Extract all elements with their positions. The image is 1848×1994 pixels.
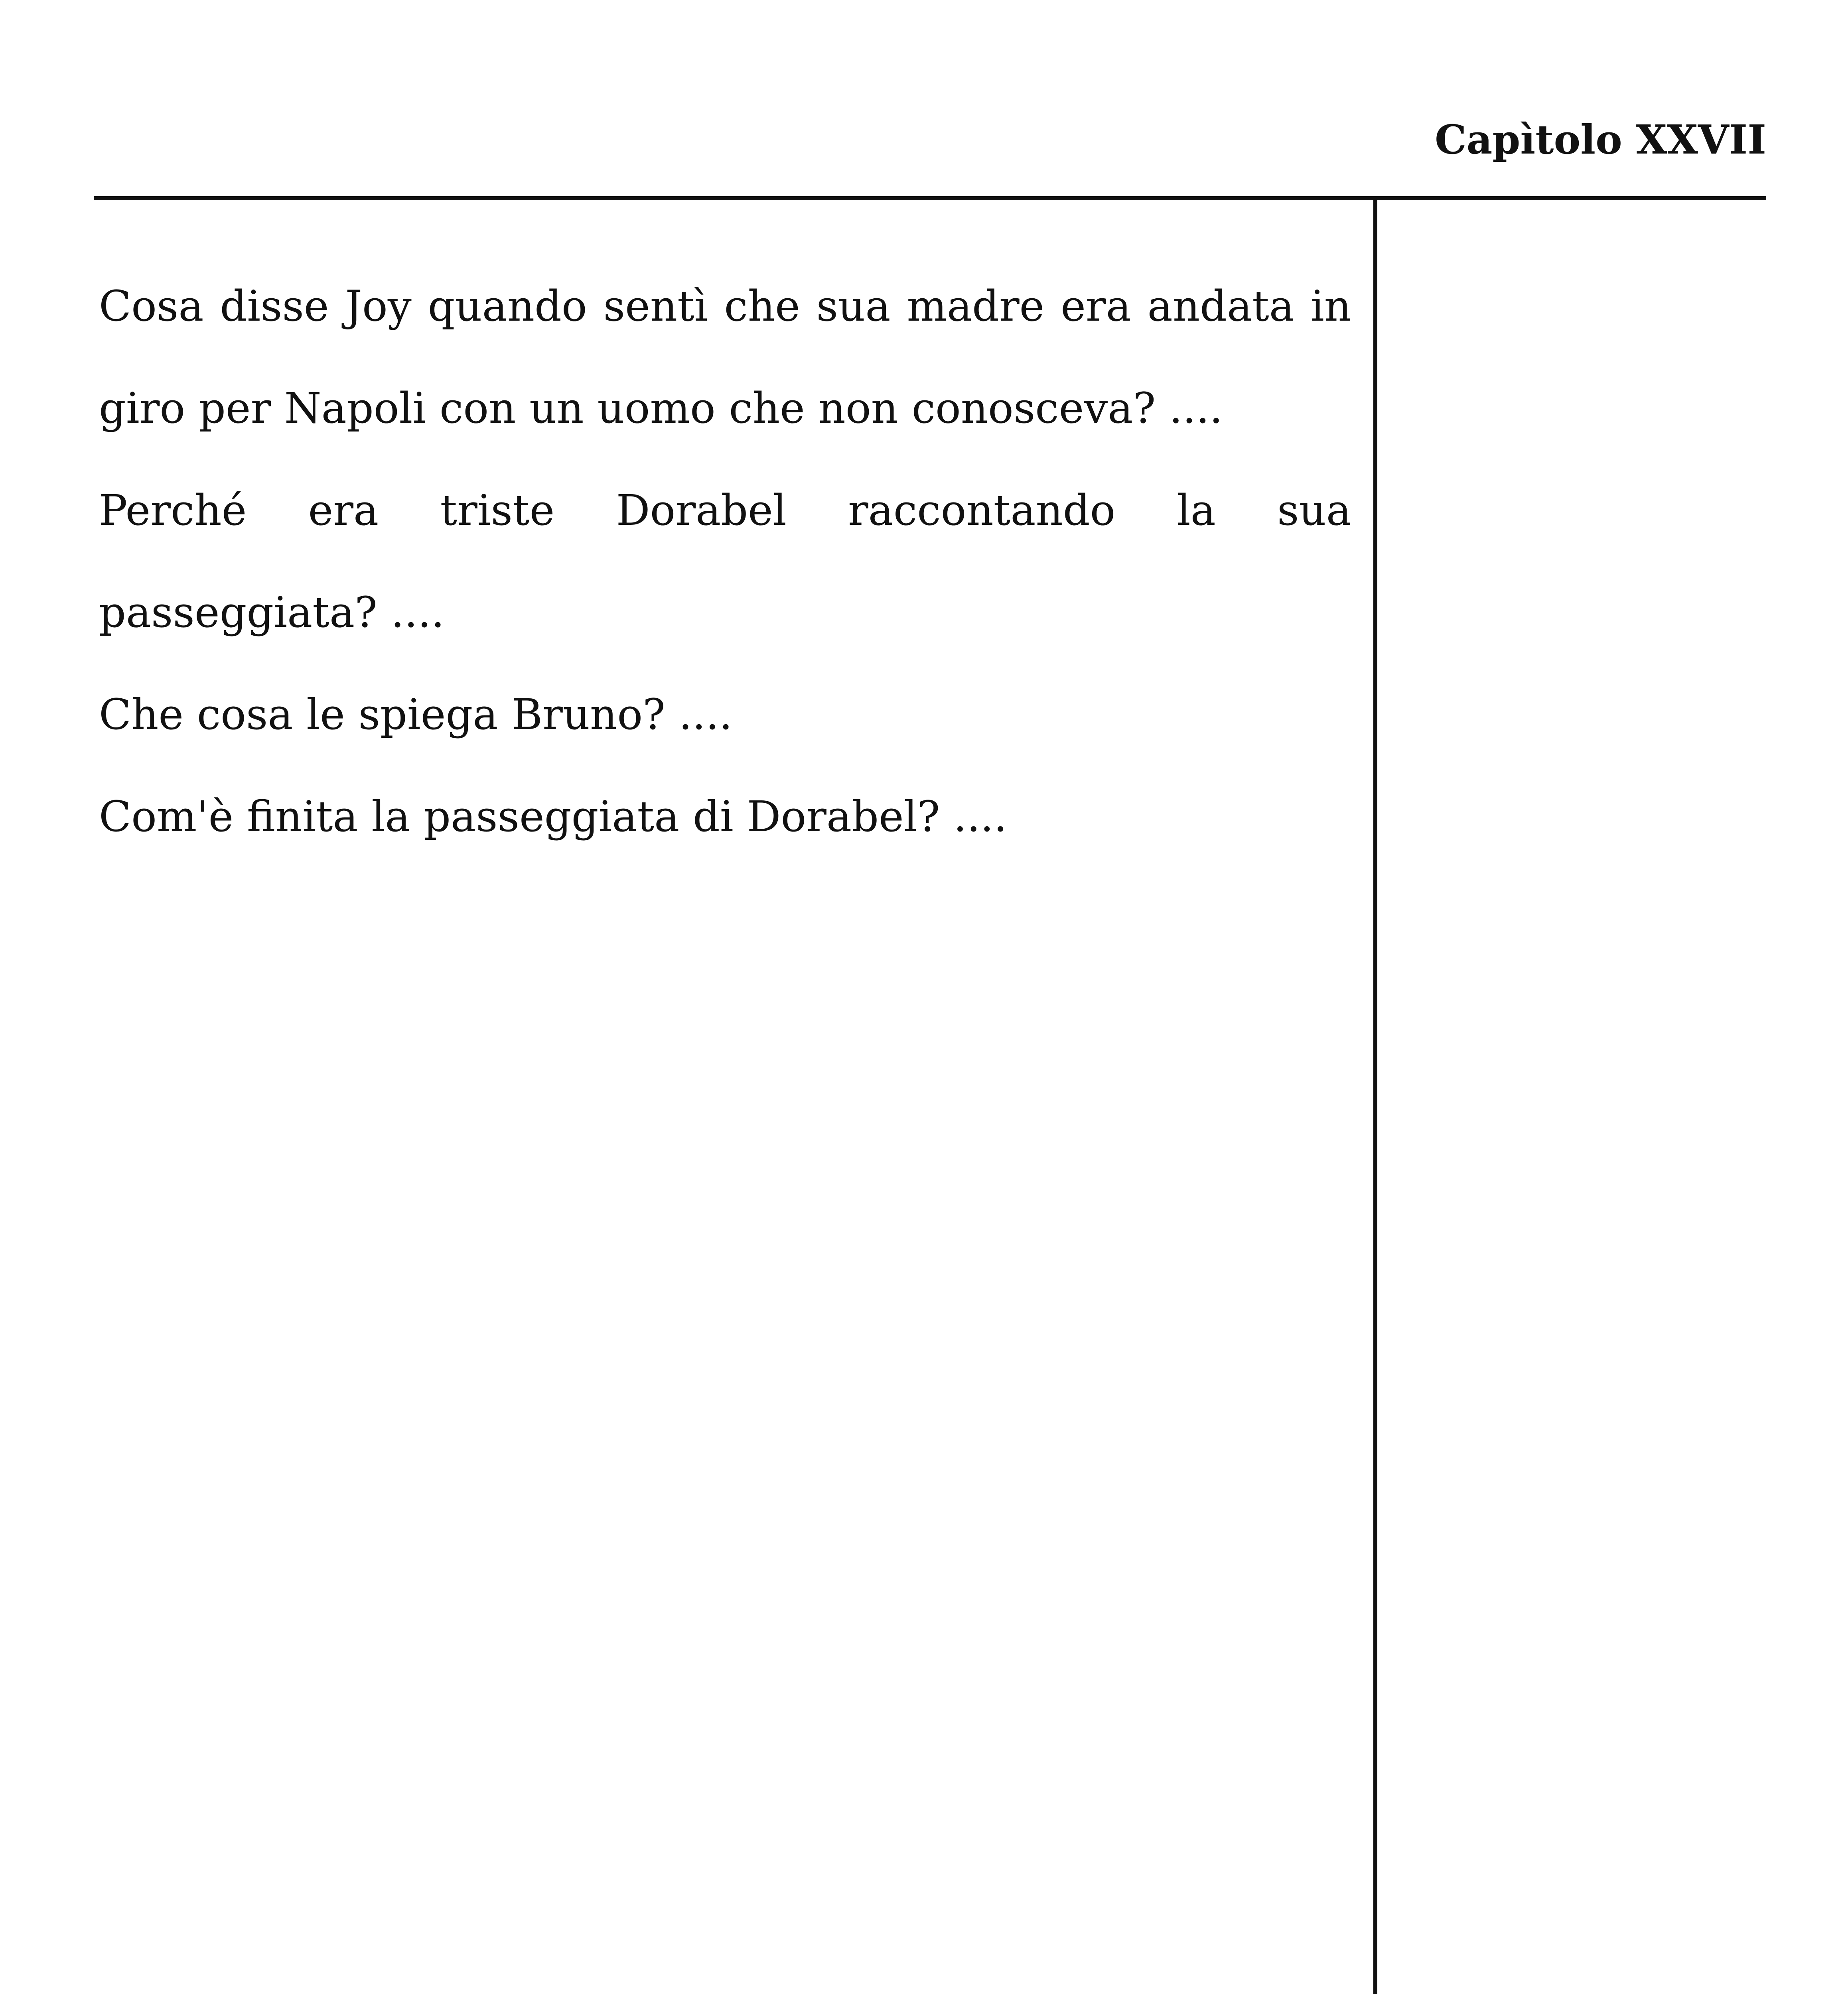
question-item-2: Perché era triste Dorabel raccontando la sua passeggiata? ....	[99, 486, 1351, 637]
question-item-1: Cosa disse Joy quando sentì che sua madre era andata in giro per Napoli con un uomo che non conosceva? ....	[99, 282, 1351, 433]
chapter-title: Capìtolo XXVII	[1434, 116, 1766, 163]
question-item-3: Che cosa le spiega Bruno? ....	[99, 690, 733, 739]
margin-column-rule	[1373, 199, 1377, 1994]
header-rule	[94, 196, 1766, 200]
question-item-4: Com'è finita la passeggiata di Dorabel? ....	[99, 792, 1007, 841]
question-list	[99, 255, 1351, 868]
